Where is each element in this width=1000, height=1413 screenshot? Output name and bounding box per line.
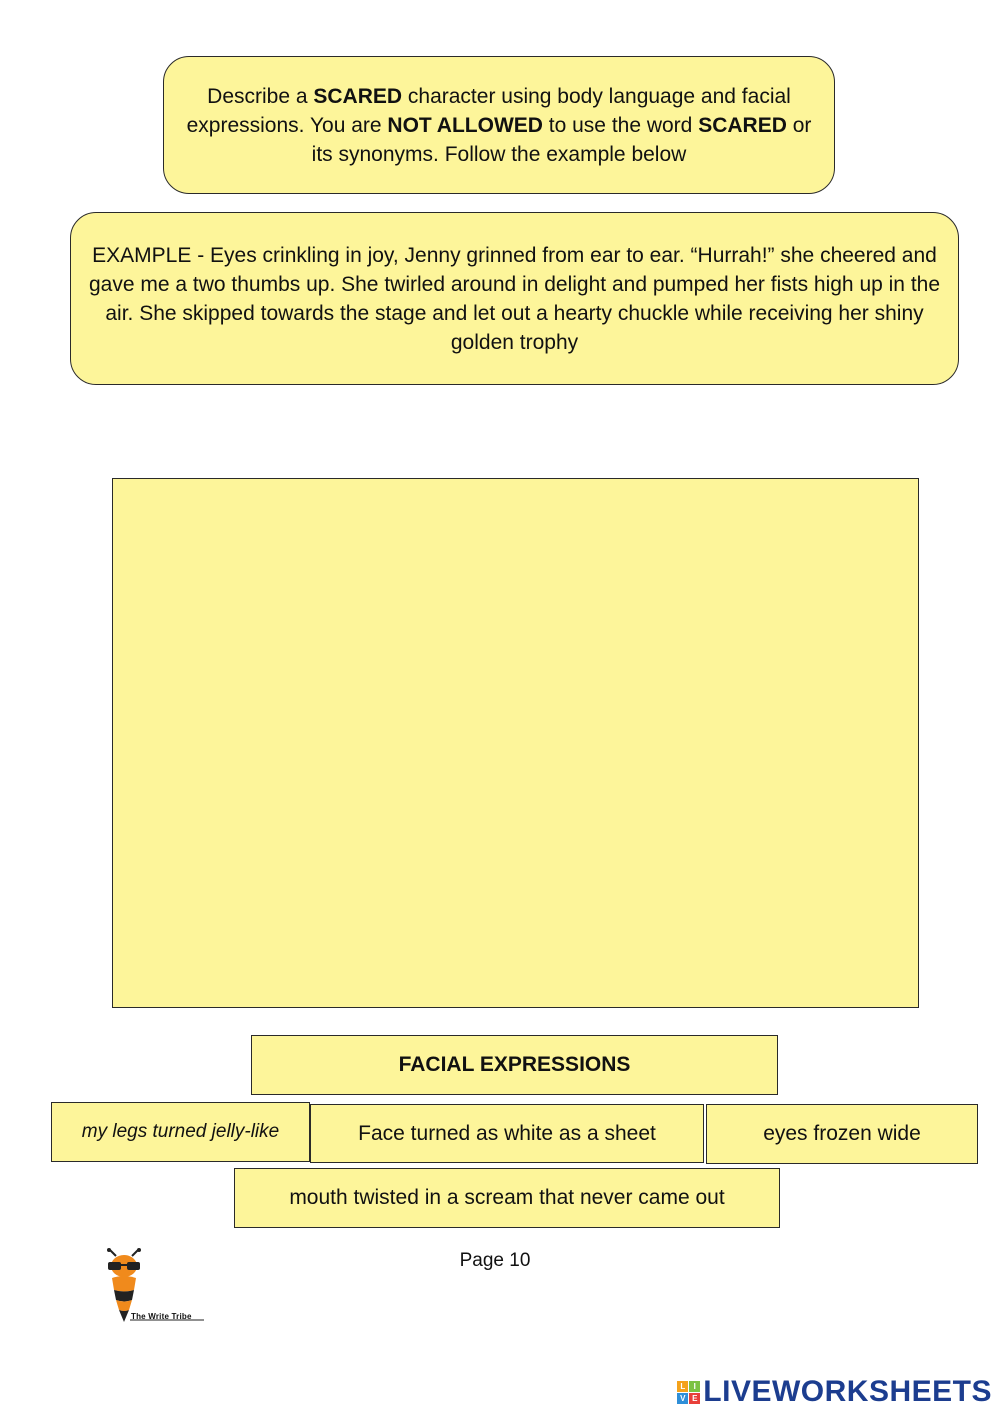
page-number: Page 10 xyxy=(459,1250,531,1271)
watermark-text: LIVEWORKSHEETS xyxy=(703,1375,992,1408)
logo-letter: I xyxy=(689,1381,700,1392)
liveworksheets-logo-icon xyxy=(677,1381,700,1404)
expression-chip[interactable]: mouth twisted in a scream that never came out xyxy=(234,1168,780,1228)
instructions-text-part: or its synonyms. Follow the example below xyxy=(311,113,812,166)
answer-input-area[interactable] xyxy=(112,478,919,1008)
instructions-box xyxy=(163,56,835,194)
expression-chip[interactable]: eyes frozen wide xyxy=(706,1104,978,1164)
logo-letter: L xyxy=(677,1381,688,1392)
liveworksheets-watermark xyxy=(677,1375,992,1409)
example-box xyxy=(70,212,959,385)
logo-letter: V xyxy=(677,1393,688,1404)
instructions-text xyxy=(182,82,816,169)
instructions-text-part: to use the word xyxy=(542,113,699,137)
instructions-emphasis: NOT ALLOWED xyxy=(387,113,543,137)
example-text: EXAMPLE - Eyes crinkling in joy, Jenny grinned from ear to ear. “Hurrah!” she cheered and gave me a two thumbs up. She twirled around in delight and pumped her fists high up in the air. She skipped towards the stage and let out a hearty chuckle while receiving her shiny golden trophy xyxy=(88,243,941,354)
facial-expressions-heading: FACIAL EXPRESSIONS xyxy=(251,1035,778,1095)
instructions-emphasis: SCARED xyxy=(698,113,787,137)
logo-text: The Write Tribe xyxy=(131,1312,192,1321)
instructions-text-part: Describe a xyxy=(207,84,314,108)
instructions-text-part: character using body language and facial expressions. You are xyxy=(186,84,791,137)
expression-chip[interactable]: my legs turned jelly-like xyxy=(51,1102,310,1162)
instructions-emphasis: SCARED xyxy=(313,84,403,108)
logo-letter: E xyxy=(689,1393,700,1404)
expression-chip[interactable]: Face turned as white as a sheet xyxy=(310,1104,704,1163)
